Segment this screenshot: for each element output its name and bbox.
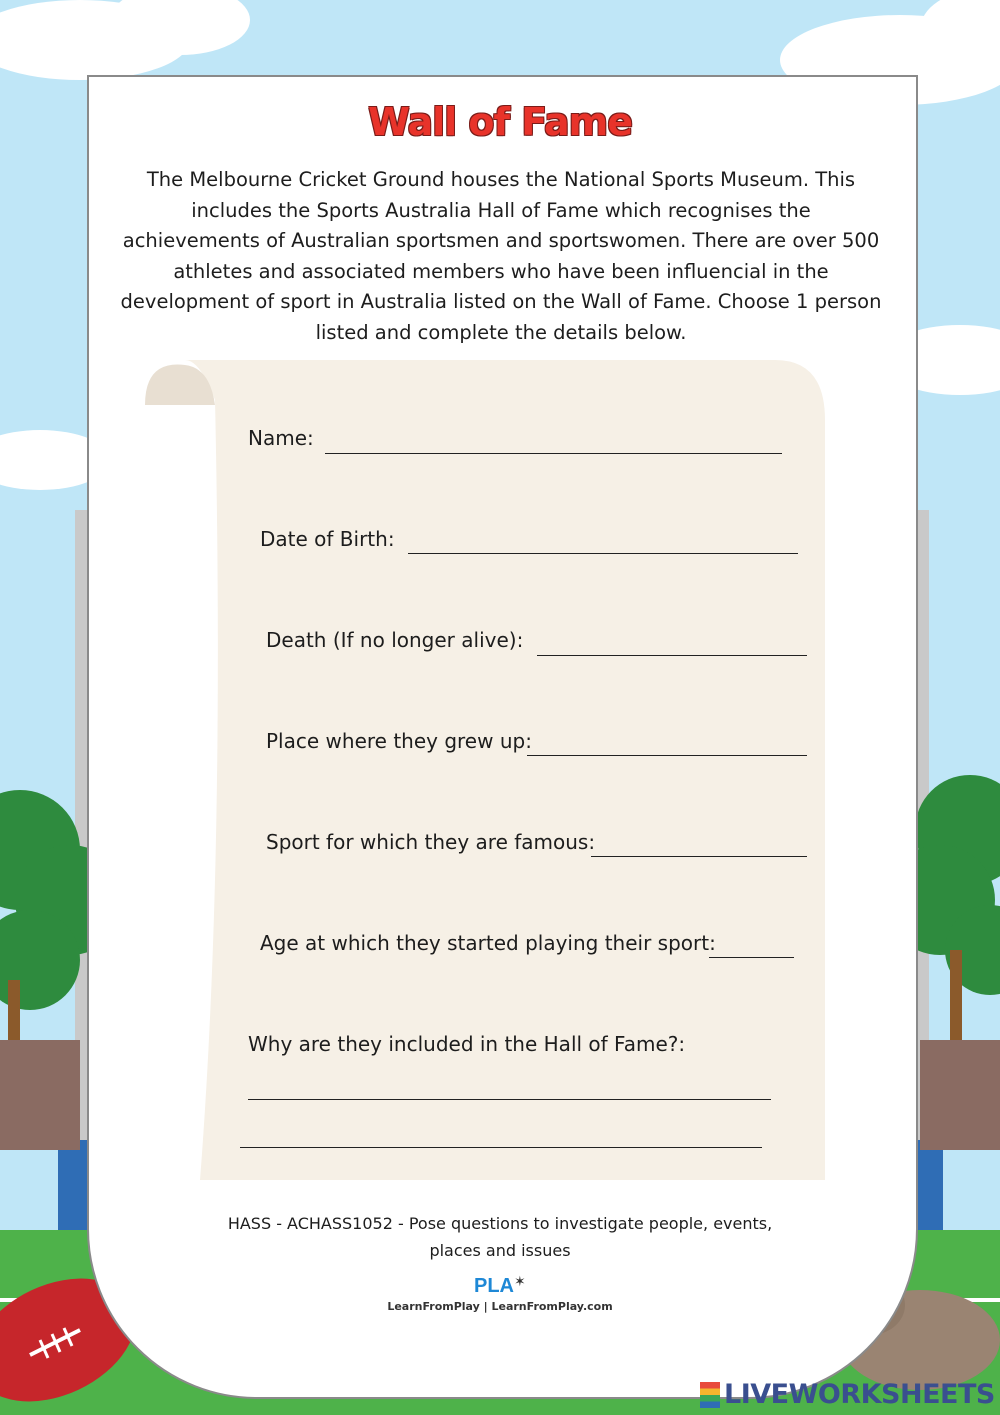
liveworksheets-watermark	[700, 1378, 1000, 1412]
why-input-line-2[interactable]	[240, 1147, 762, 1148]
why-label: Why are they included in the Hall of Fame?:	[248, 1032, 686, 1056]
death-label: Death (If no longer alive):	[266, 628, 524, 652]
place-input-line[interactable]	[527, 755, 807, 756]
scroll-background	[145, 360, 825, 1180]
death-input-line[interactable]	[537, 655, 807, 656]
svg-text:✶: ✶	[514, 1273, 526, 1289]
dob-label: Date of Birth:	[260, 527, 395, 551]
name-input-line[interactable]	[325, 453, 782, 454]
curriculum-line-2: places and issues	[429, 1241, 571, 1260]
sport-input-line[interactable]	[591, 856, 807, 857]
brand-text: LearnFromPlay | LearnFromPlay.com	[387, 1300, 613, 1313]
why-input-line-1[interactable]	[248, 1099, 771, 1100]
curriculum-line-1: HASS - ACHASS1052 - Pose questions to investigate people, events,	[227, 1214, 773, 1233]
watermark-text: LIVEWORKSHEETS	[724, 1379, 995, 1410]
dob-input-line[interactable]	[408, 553, 798, 554]
svg-text:PLA: PLA	[474, 1275, 514, 1297]
curriculum-note	[200, 1210, 800, 1264]
sport-label: Sport for which they are famous:	[266, 830, 596, 854]
liveworksheets-logo-icon	[700, 1382, 720, 1408]
intro-paragraph: The Melbourne Cricket Ground houses the National Sports Museum. This includes the Sports Australia Hall of Fame which recognises the achievements of Australian sportsmen and sportswomen. There are over 500 athletes and associated members who have been influencial in the development of sport in Australia listed on the Wall of Fame. Choose 1 person listed and complete the details below.	[120, 168, 882, 344]
learnfromplay-logo-icon	[460, 1268, 540, 1298]
age-label: Age at which they started playing their sport:	[260, 931, 716, 955]
age-input-line[interactable]	[709, 957, 794, 958]
name-label: Name:	[248, 426, 314, 450]
page-title: Wall of Fame	[367, 100, 633, 144]
place-label: Place where they grew up:	[266, 729, 532, 753]
